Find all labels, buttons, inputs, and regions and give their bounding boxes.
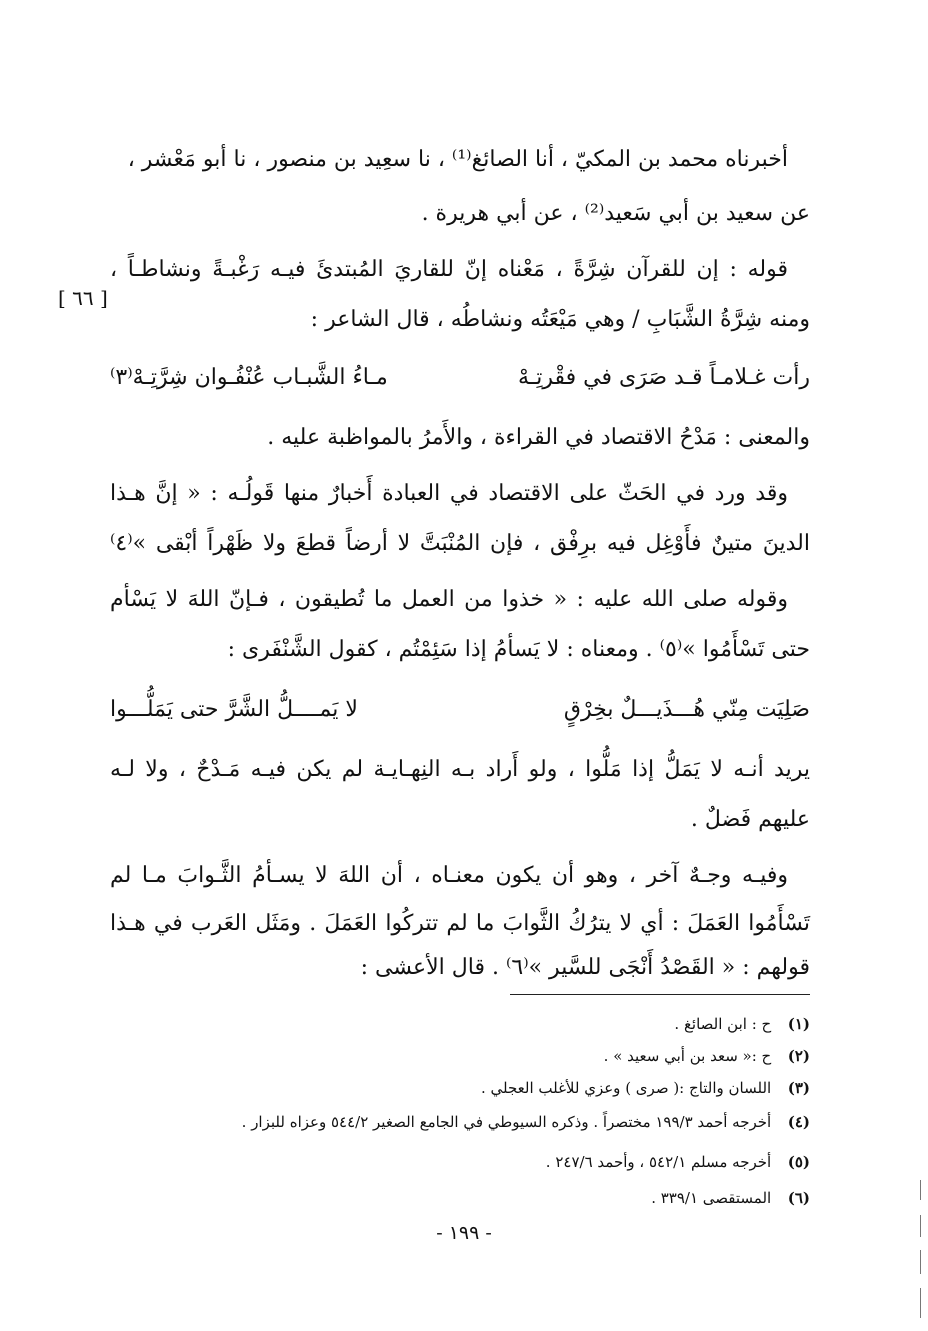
text-line: عن سعيد بن أبي سَعيد⁽²⁾ ، عن أبي هريرة . xyxy=(421,201,810,226)
poetry-verse xyxy=(110,690,810,730)
text-line: وقد ورد في الحَثّ على الاقتصاد في العبادة أَخبارٌ منها قَولُـه : « إنَّ هـذا xyxy=(110,481,788,506)
verse-first-hemistich: رأت غـلامـاً قـد صَرَى في فقْرتِـهْ xyxy=(518,365,810,390)
scan-edge-mark xyxy=(920,1288,921,1318)
text-line: أخبرناه محمد بن المكيّ ، أنا الصائغ⁽¹⁾ ، نا سعِيد بن منصور ، نا أبو مَعْشر ، xyxy=(127,147,788,172)
text-line: قوله : إن للقرآن شِرَّةً ، مَعْناه إنّ للقاريَ المُبتدئَ فيـه رَغْبـةً ونشاطـاً ، xyxy=(110,257,788,282)
footnote-text: ح :« سعد بن أبي سعيد » . xyxy=(603,1047,772,1065)
verse-second-hemistich: مـاءُ الشَّبـاب عُنْفُـوان شِرَّتِـهْ⁽٣⁾ xyxy=(110,365,388,390)
footnote-number: (٢) xyxy=(787,1047,810,1065)
text-line: وفيـه وجـهٌ آخر ، وهو أن يكون معنـاه ، أن اللهَ لا يسـأمُ الثَّـوابَ مـا لم xyxy=(110,863,788,888)
footnote-number: (٥) xyxy=(787,1153,810,1171)
margin-page-reference: [ ٦٦ ] xyxy=(58,286,108,310)
text-line: وقوله صلى الله عليه : « خذوا من العمل ما تُطيقون ، فـإنّ اللهَ لا يَسْأم xyxy=(110,587,788,612)
footnote xyxy=(90,1110,810,1134)
text-line: عليهم فَضلٌ . xyxy=(690,807,810,832)
footnote-number: (٦) xyxy=(787,1189,810,1207)
scan-edge-mark xyxy=(920,1180,921,1200)
footnote-text: المستقصى ٣٣٩/١ . xyxy=(651,1189,772,1207)
text-line: يريد أنـه لا يَمَلُّ إذا مَلُّوا ، ولو أَراد بـه النِهـايـة لم يكن فيـه مَـدْحٌ ، ولا لـه xyxy=(110,757,810,782)
page-number: - ١٩٩ - xyxy=(436,1222,492,1244)
text-line: ومنه شِرَّةُ الشَّبَابِ / وهي مَيْعَتُه ونشاطُه ، قال الشاعر : xyxy=(310,307,810,332)
footnote-number: (٣) xyxy=(787,1079,810,1097)
text-line: حتى تَسْأَمُوا »⁽٥⁾ . ومعناه : لا يَسأمُ إذا سَئِمْتُم ، كقول الشَّنْفَرى : xyxy=(227,637,810,662)
footnote-number: (١) xyxy=(787,1015,810,1033)
verse-first-hemistich: صَلِيَت مِنّي هُـــذَيـــلٌ بخِرْقٍ xyxy=(563,697,810,722)
footnote xyxy=(90,1076,810,1100)
text-line: قولهم : « القَصْدُ أَنْجَى للسَّير »⁽٦⁾ . قال الأعشى : xyxy=(360,955,810,980)
footnote-separator xyxy=(510,994,810,995)
footnote-text: اللسان والتاج :( صرى ) وعزي للأغلب العجلي . xyxy=(480,1079,772,1097)
footnote-text: أخرجه مسلم ٥٤٢/١ ، وأحمد ٢٤٧/٦ . xyxy=(545,1153,772,1171)
footnote-text: ح : ابن الصائغ . xyxy=(674,1015,772,1033)
footnote-text: أخرجه أحمد ١٩٩/٣ مختصراً . وذكره السيوطي في الجامع الصغير ٥٤٤/٢ وعزاه للبزار . xyxy=(241,1113,772,1131)
scan-edge-mark xyxy=(920,1250,921,1274)
footnote xyxy=(90,1044,810,1068)
text-line: الدينَ متينٌ فأَوْغِل فيه برِفْق ، فإن المُنْبَتَّ لا أرضاً قطعَ ولا ظَهْراً أبْقى »⁽٤⁾ xyxy=(110,531,810,556)
footnote xyxy=(90,1150,810,1174)
poetry-verse xyxy=(110,358,810,398)
scan-edge-mark xyxy=(920,1215,921,1237)
text-line: تَسْأَمُوا العَمَلَ : أي لا يترُكُ الثَّوابَ ما لم تتركُوا العَمَلَ . ومَثَل العَرب في هـذا xyxy=(110,911,810,936)
footnote-number: (٤) xyxy=(787,1113,810,1131)
verse-second-hemistich: لا يَمــــلُّ الشَّرَّ حتى يَمَلُّـــوا xyxy=(110,697,358,722)
footnote xyxy=(90,1186,810,1210)
text-line: والمعنى : مَدْحُ الاقتصاد في القراءة ، والأَمرُ بالمواظبة عليه . xyxy=(267,425,810,450)
footnote xyxy=(90,1012,810,1036)
